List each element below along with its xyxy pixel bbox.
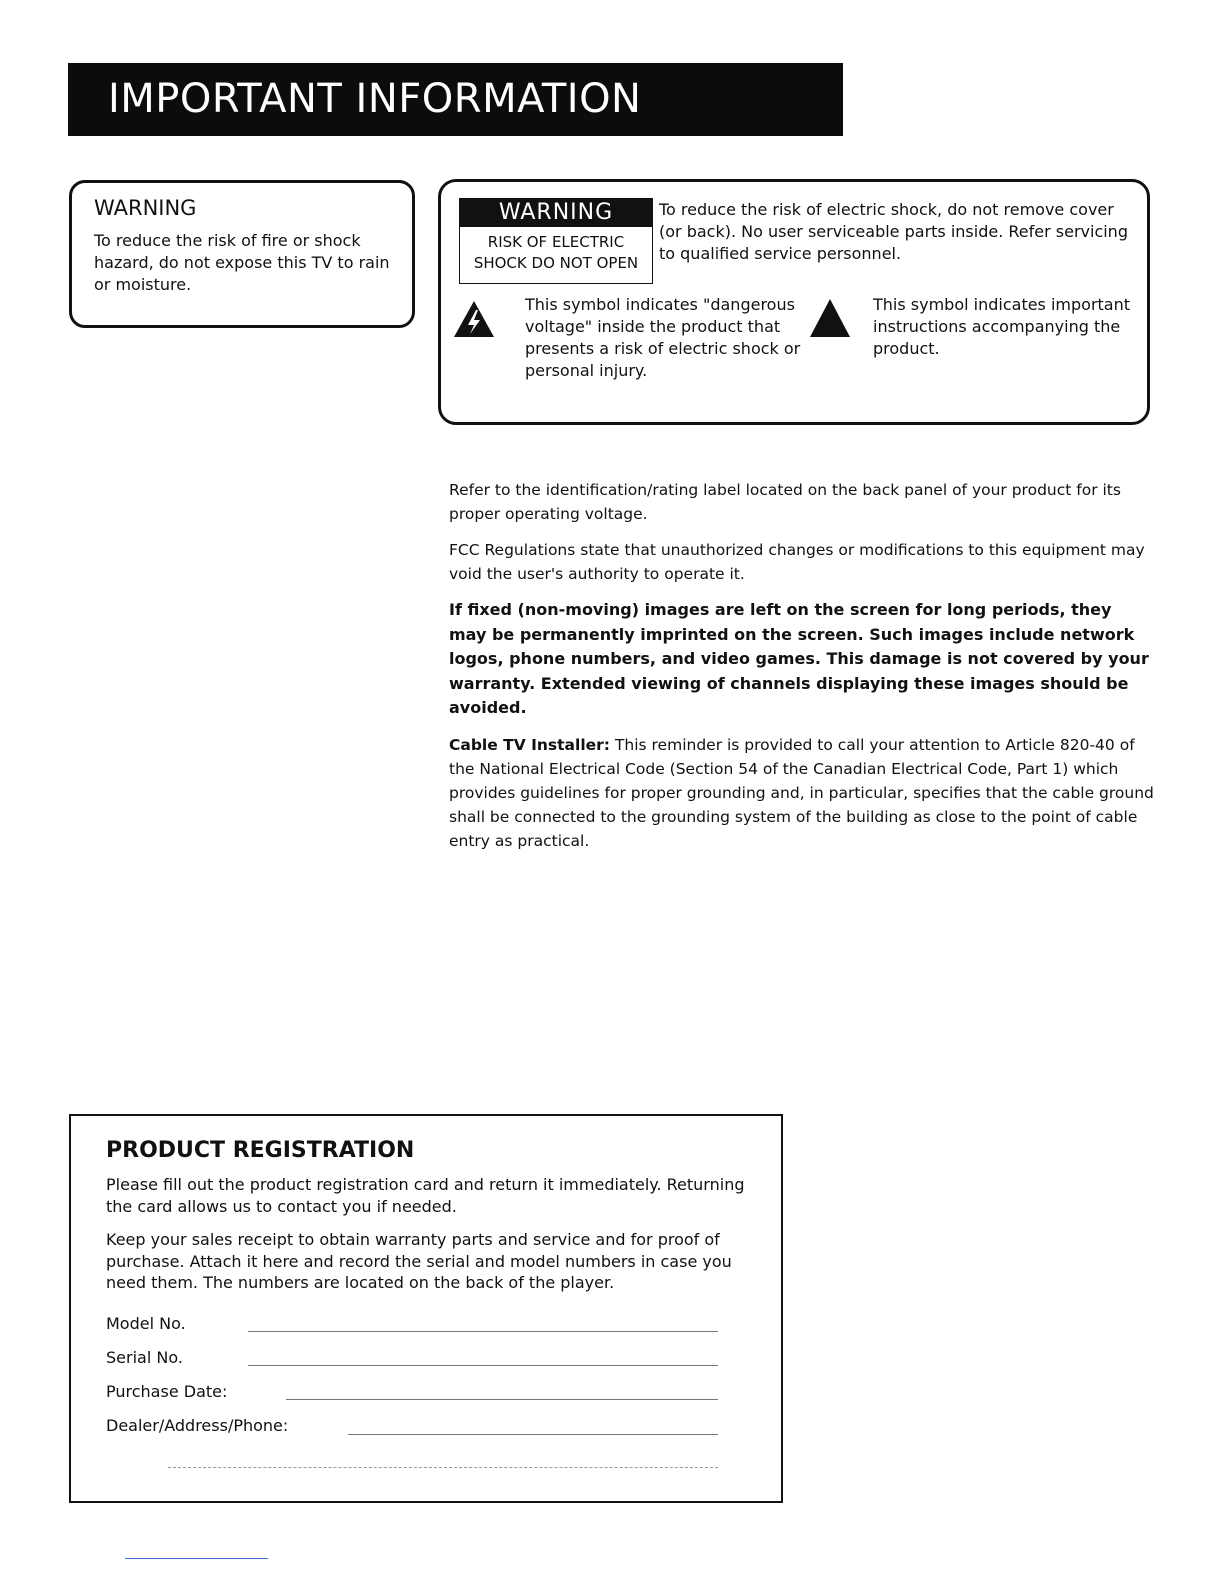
risk-label-title: WARNING (460, 199, 652, 227)
warning-text: To reduce the risk of fire or shock hazard, do not expose this TV to rain or moisture. (94, 231, 390, 294)
risk-label-line: RISK OF ELECTRIC (487, 233, 625, 251)
footer-rule (125, 1558, 268, 1559)
cable-installer-label: Cable TV Installer: (449, 735, 610, 754)
screen-burn-in-warning: If fixed (non-moving) images are left on the screen for long periods, they may be permanently imprinted on the screen. Such images include network logos, phone numbers, and video games. This damage is not covered by your warranty. Extended viewing of channels displaying these images should be avoided. (449, 600, 1149, 717)
electric-shock-warning-box (438, 179, 1150, 425)
dealer-line[interactable] (348, 1434, 718, 1435)
dealer-extra-line[interactable] (168, 1467, 718, 1468)
operating-voltage-paragraph: Refer to the identification/rating label located on the back panel of your product for its proper operating voltage. (449, 481, 1121, 523)
serial-no-label: Serial No. (106, 1348, 183, 1367)
risk-label-line: SHOCK DO NOT OPEN (473, 254, 639, 272)
important-instructions-text: This symbol indicates important instructions accompanying the product. (873, 295, 1131, 358)
cable-installer-paragraph (449, 733, 1154, 853)
registration-paragraph: Please fill out the product registration card and return it immediately. Returning the card allows us to contact you if needed. (106, 1175, 745, 1216)
serial-no-line[interactable] (248, 1365, 718, 1366)
warning-title: WARNING (94, 196, 197, 220)
dealer-label: Dealer/Address/Phone: (106, 1416, 289, 1435)
product-registration-box (69, 1114, 783, 1503)
model-no-line[interactable] (248, 1331, 718, 1332)
fcc-paragraph: FCC Regulations state that unauthorized changes or modifications to this equipment may void the user's authority to operate it. (449, 541, 1145, 583)
purchase-date-line[interactable] (286, 1399, 718, 1400)
model-no-label: Model No. (106, 1314, 186, 1333)
registration-title: PRODUCT REGISTRATION (106, 1138, 415, 1163)
lightning-triangle-icon (453, 300, 495, 338)
exclamation-triangle-icon (809, 298, 851, 338)
page-title: IMPORTANT INFORMATION (68, 63, 843, 136)
dangerous-voltage-text: This symbol indicates "dangerous voltage" inside the product that presents a risk of electric shock or personal injury. (525, 295, 801, 380)
purchase-date-label: Purchase Date: (106, 1382, 228, 1401)
receipt-paragraph: Keep your sales receipt to obtain warranty parts and service and for proof of purchase. Attach it here and record the serial and model numbers in case you need them. The numbers are located on the back of the player. (106, 1230, 732, 1292)
risk-label (459, 198, 653, 284)
electric-shock-text: To reduce the risk of electric shock, do not remove cover (or back). No user serviceable parts inside. Refer servicing to qualified service personnel. (659, 200, 1128, 263)
information-body (449, 478, 1154, 865)
fire-shock-warning-box (69, 180, 415, 328)
cable-installer-text: This reminder is provided to call your attention to Article 820-40 of the National Electrical Code (Section 54 of the Canadian Electrical Code, Part 1) which provides guidelines for proper grounding and, in particular, specifies that the cable ground shall be connected to the grounding system of the building as close to the point of cable entry as practical. (449, 735, 1154, 850)
